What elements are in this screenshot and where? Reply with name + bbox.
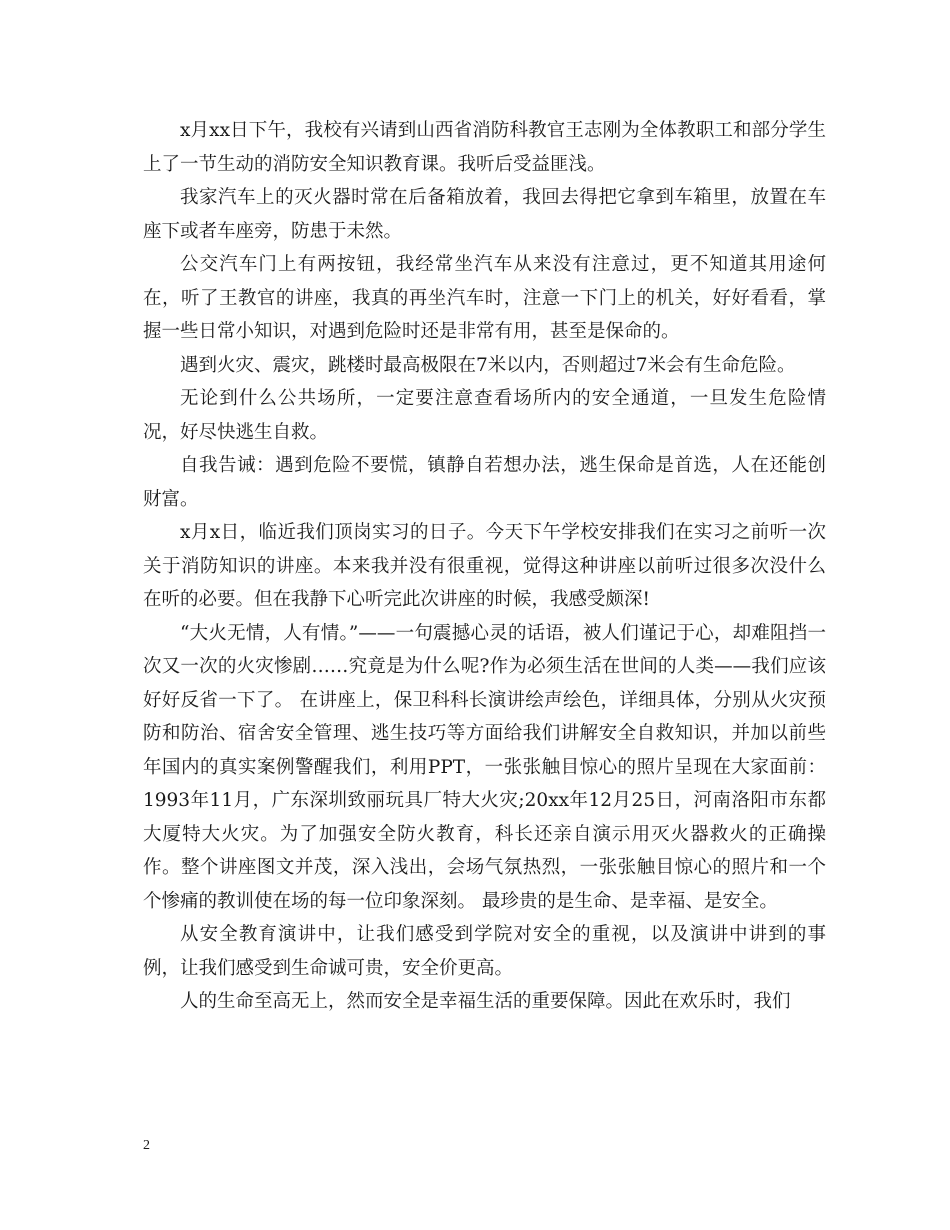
paragraph: “大火无情，人有情。”——一句震撼心灵的话语，被人们谨记于心，却难阻挡一次又一次的火灾惨剧……究竟是为什么呢?作为必须生活在世间的人类——我们应该好好反省一下了。 在讲座上，保卫科科长演讲绘声绘色，详细具体，分别从火灾预防和防治、宿舍安全管理、逃生技巧等方面给我们讲解安全自救知识，并加以前些年国内的真实案例警醒我们，利用PPT，一张张触目惊心的照片呈现在大家面前：1993年11月，广东深圳致丽玩具厂特大火灾;20xx年12月25日，河南洛阳市东都大厦特大火灾。为了加强安全防火教育，科长还亲自演示用灭火器救火的正确操作。整个讲座图文并茂，深入浅出，会场气氛热烈，一张张触目惊心的照片和一个个惨痛的教训使在场的每一位印象深刻。 最珍贵的是生命、是幸福、是安全。 <box>143 622 826 912</box>
paragraph: 遇到火灾、震灾，跳楼时最高极限在7米以内，否则超过7米会有生命危险。 <box>180 354 796 376</box>
page-number: 2 <box>143 1138 150 1153</box>
paragraph: x月x日，临近我们顶岗实习的日子。今天下午学校安排我们在实习之前听一次关于消防知识的讲座。本来我并没有很重视，觉得这种讲座以前听过很多次没什么在听的必要。但在我静下心听完此次讲座的时候，我感受颇深! <box>143 522 826 610</box>
paragraph: x月xx日下午，我校有兴请到山西省消防科教官王志刚为全体教职工和部分学生上了一节生动的消防安全知识教育课。我听后受益匪浅。 <box>143 120 826 175</box>
paragraph: 人的生命至高无上，然而安全是幸福生活的重要保障。因此在欢乐时，我们 <box>180 991 791 1012</box>
paragraph: 无论到什么公共场所，一定要注意查看场所内的安全通道，一旦发生危险情况，好尽快逃生自救。 <box>143 388 826 443</box>
paragraph: 从安全教育演讲中，让我们感受到学院对安全的重视，以及演讲中讲到的事例，让我们感受到生命诚可贵，安全价更高。 <box>143 924 826 979</box>
paragraph: 自我告诫：遇到危险不要慌，镇静自若想办法，逃生保命是首选，人在还能创财富。 <box>143 455 826 510</box>
paragraph: 我家汽车上的灭火器时常在后备箱放着，我回去得把它拿到车箱里，放置在车座下或者车座旁，防患于未然。 <box>143 187 826 242</box>
paragraph: 公交汽车门上有两按钮，我经常坐汽车从来没有注意过，更不知道其用途何在，听了王教官的讲座，我真的再坐汽车时，注意一下门上的机关，好好看看，掌握一些日常小知识，对遇到危险时还是非常有用，甚至是保命的。 <box>143 254 826 342</box>
document-body <box>143 114 826 1019</box>
